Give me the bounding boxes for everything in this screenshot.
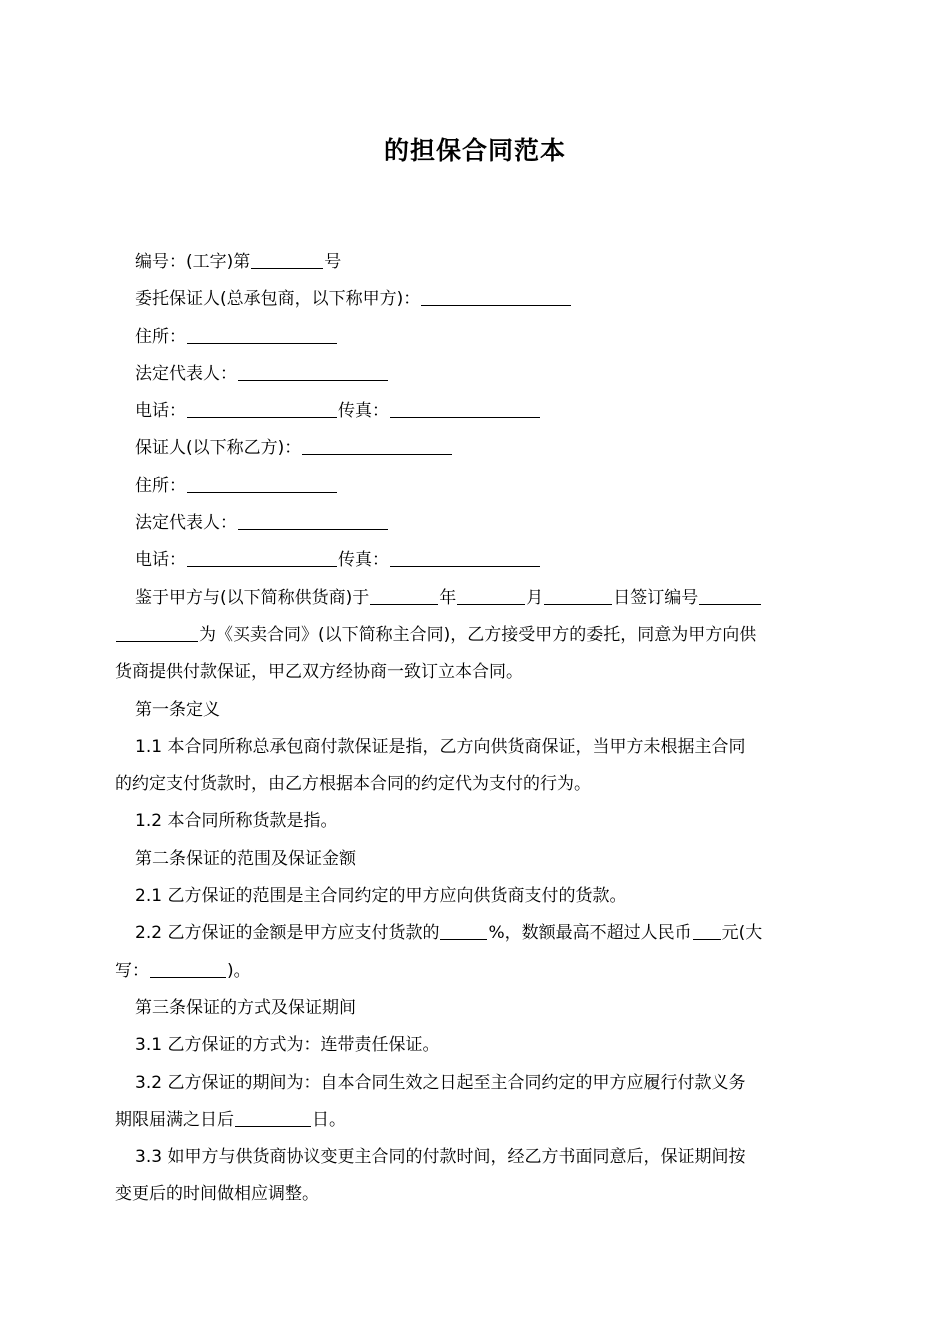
party-a-address-line <box>115 319 837 356</box>
party-a-line <box>115 281 837 318</box>
clause-2-2-text-3: 元(大 <box>721 923 763 944</box>
party-a-fax-blank <box>390 399 540 418</box>
document-body <box>115 244 837 1214</box>
clause-3-2-line-1: 3.2 乙方保证的期间为：自本合同生效之日起至主合同约定的甲方应履行付款义务 <box>135 1072 746 1093</box>
document-title: 的担保合同范本 <box>383 136 566 165</box>
clause-1-1-line-2: 的约定支付货款时，由乙方根据本合同的约定代为支付的行为。 <box>115 774 591 795</box>
party-b-address-label: 住所： <box>135 475 186 496</box>
preamble-text-1: 鉴于甲方与(以下简称供货商)于 <box>135 587 370 608</box>
party-a-address-label: 住所： <box>135 326 186 347</box>
party-b-legal-rep-blank <box>238 511 388 530</box>
party-a-legal-rep-line <box>115 356 837 393</box>
clause-3-2-line-2 <box>115 1102 837 1139</box>
party-a-blank <box>421 287 571 306</box>
clause-2-2-capital-blank <box>150 959 226 978</box>
party-a-address-blank <box>187 325 337 344</box>
party-a-legal-rep-blank <box>238 362 388 381</box>
clause-2-2-line-1 <box>115 915 837 952</box>
contract-number-suffix: 号 <box>324 252 342 272</box>
clause-3-2-text-1: 期限届满之日后 <box>115 1109 234 1130</box>
preamble-line-2 <box>115 617 837 654</box>
preamble-day-blank <box>544 586 612 605</box>
clause-3-2-days-blank <box>235 1108 311 1127</box>
article-1-heading: 第一条定义 <box>135 699 220 720</box>
clause-2-2-percent-blank <box>440 921 487 940</box>
contract-number-blank <box>251 250 323 269</box>
clause-2-2-text-5: )。 <box>227 960 251 981</box>
preamble-text-2: 日签订编号 <box>613 587 699 608</box>
preamble-month-blank <box>457 586 525 605</box>
party-b-fax-label: 传真： <box>338 550 389 571</box>
party-b-address-blank <box>187 474 337 493</box>
party-b-phone-blank <box>187 548 337 567</box>
clause-2-2-text-1: 2.2 乙方保证的金额是甲方应支付货款的 <box>135 923 440 944</box>
clause-2-2-text-2: %，数额最高不超过人民币 <box>488 923 692 944</box>
clause-3-2-text-2: 日。 <box>312 1109 346 1130</box>
clause-3-1: 3.1 乙方保证的方式为：连带责任保证。 <box>135 1035 440 1056</box>
party-b-line <box>115 430 837 467</box>
party-b-fax-blank <box>390 548 540 567</box>
contract-number-line <box>115 244 837 281</box>
preamble-contract-no-blank-1 <box>699 586 761 605</box>
clause-2-1: 2.1 乙方保证的范围是主合同约定的甲方应向供货商支付的货款。 <box>135 886 627 907</box>
preamble-month-label: 月 <box>526 587 544 608</box>
party-b-legal-rep-label: 法定代表人： <box>135 513 237 534</box>
party-a-phone-label: 电话： <box>135 401 186 422</box>
party-b-address-line <box>115 468 837 505</box>
preamble-year-label: 年 <box>439 587 457 608</box>
contract-number-label: 编号：(工字)第 <box>135 252 251 272</box>
preamble-text-4: 货商提供付款保证，甲乙双方经协商一致订立本合同。 <box>115 662 523 683</box>
preamble-year-blank <box>370 586 438 605</box>
clause-2-2-amount-blank <box>693 921 721 940</box>
preamble-line-1 <box>115 580 837 617</box>
article-3-heading: 第三条保证的方式及保证期间 <box>135 997 356 1018</box>
preamble-contract-no-blank-2 <box>116 623 198 642</box>
party-a-phone-blank <box>187 399 337 418</box>
clause-1-2: 1.2 本合同所称货款是指。 <box>135 811 338 832</box>
article-2-heading: 第二条保证的范围及保证金额 <box>135 848 356 869</box>
preamble-text-3: 为《买卖合同》(以下简称主合同)，乙方接受甲方的委托，同意为甲方向供 <box>199 624 757 645</box>
clause-2-2-text-4: 写： <box>115 960 149 981</box>
preamble-line-3 <box>115 654 837 691</box>
party-b-legal-rep-line <box>115 505 837 542</box>
party-a-label: 委托保证人(总承包商，以下称甲方)： <box>135 289 421 310</box>
party-b-label: 保证人(以下称乙方)： <box>135 438 302 459</box>
party-b-blank <box>302 436 452 455</box>
party-a-fax-label: 传真： <box>338 401 389 422</box>
clause-1-1-line-1: 1.1 本合同所称总承包商付款保证是指，乙方向供货商保证，当甲方未根据主合同 <box>135 736 746 757</box>
clause-2-2-line-2 <box>115 953 837 990</box>
party-b-phone-label: 电话： <box>135 550 186 571</box>
party-b-contact-line <box>115 542 837 579</box>
clause-3-3-line-1: 3.3 如甲方与供货商协议变更主合同的付款时间，经乙方书面同意后，保证期间按 <box>135 1147 746 1168</box>
party-a-contact-line <box>115 393 837 430</box>
party-a-legal-rep-label: 法定代表人： <box>135 363 237 384</box>
clause-3-3-line-2: 变更后的时间做相应调整。 <box>115 1184 319 1205</box>
